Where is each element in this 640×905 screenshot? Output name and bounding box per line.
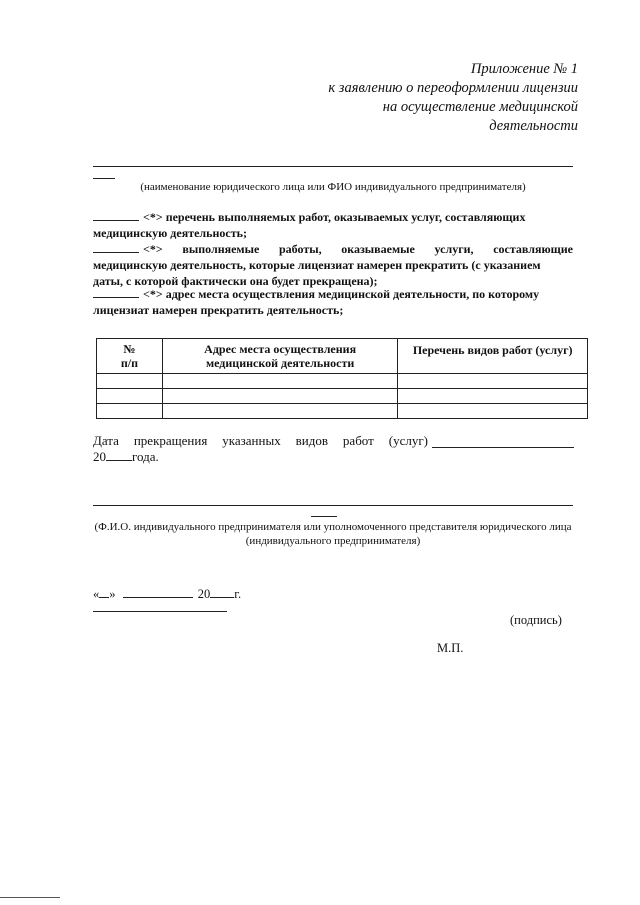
item-2-text-3: даты, с которой фактически она будет прекращена);: [93, 274, 378, 288]
appendix-title: Приложение № 1: [470, 61, 578, 77]
termination-word: видов: [295, 433, 328, 448]
table-header-row: [97, 339, 588, 374]
date-open-quote: «: [93, 587, 100, 601]
applicant-short-line: [93, 178, 115, 179]
termination-year: [93, 449, 159, 465]
item-2-blank[interactable]: [93, 241, 139, 253]
table-cell[interactable]: [162, 389, 398, 404]
item-3-text-1: адрес места осуществления медицинской деятельности, по которому: [165, 287, 540, 301]
termination-word: (услуг): [388, 433, 428, 448]
termination-word: работ: [342, 433, 374, 448]
termination-year-blank[interactable]: [106, 449, 132, 461]
header-number-line-2: п/п: [120, 356, 138, 370]
table-cell[interactable]: [398, 374, 588, 389]
item-1: [93, 209, 573, 241]
activity-table: [96, 338, 588, 419]
signatory-caption-line-2: (индивидуального предпринимателя): [245, 535, 421, 547]
termination-word: прекращения: [133, 433, 208, 448]
item-1-marker: <*>: [143, 210, 163, 224]
date-close-quote: »: [109, 587, 116, 601]
table-cell[interactable]: [97, 374, 163, 389]
item-3-text-2: лицензиат намерен прекратить деятельность;: [93, 303, 344, 317]
table-cell[interactable]: [97, 404, 163, 419]
seal-label: М.П.: [437, 641, 464, 655]
termination-date-line[interactable]: [432, 447, 574, 448]
appendix-line-2: к заявлению о переоформлении лицензии: [328, 80, 578, 96]
signature-line[interactable]: [93, 611, 227, 612]
item-1-text-1: перечень выполняемых работ, оказываемых услуг, составляющих: [165, 210, 526, 224]
applicant-name-line[interactable]: [93, 166, 573, 167]
item-1-blank[interactable]: [93, 209, 139, 221]
header-number-line-1: №: [123, 342, 136, 356]
item-3-marker: <*>: [143, 287, 163, 301]
date-year-prefix: 20: [197, 587, 211, 601]
table-row: [97, 404, 588, 419]
signatory-caption-line-1: (Ф.И.О. индивидуального предпринимателя или уполномоченного представителя юридического лица: [94, 521, 572, 533]
termination-year-prefix: 20: [93, 449, 106, 464]
signatory-name-line[interactable]: [93, 505, 573, 506]
header-number: [97, 339, 163, 374]
header-address-line-1: Адрес места осуществления: [204, 342, 357, 356]
item-3: [93, 286, 573, 318]
termination-label: [93, 433, 428, 449]
item-3-blank[interactable]: [93, 286, 139, 298]
termination-word: Дата: [93, 433, 119, 448]
appendix-line-4: деятельности: [489, 118, 578, 134]
table-row: [97, 389, 588, 404]
header-services: Перечень видов работ (услуг): [398, 339, 588, 374]
signing-date: [93, 586, 241, 602]
appendix-line-3: на осуществление медицинской: [382, 99, 578, 115]
table-cell[interactable]: [398, 404, 588, 419]
item-2-text-1: выполняемые работы, оказываемые услуги, составляющие: [182, 242, 574, 256]
table-cell[interactable]: [162, 374, 398, 389]
item-1-text-2: медицинскую деятельность;: [93, 226, 247, 240]
header-address: [162, 339, 398, 374]
table-cell[interactable]: [398, 389, 588, 404]
date-year-blank[interactable]: [210, 586, 234, 598]
appendix-header: [258, 60, 578, 136]
table-row: [97, 374, 588, 389]
page-edge-line: [0, 897, 60, 898]
header-address-line-2: медицинской деятельности: [205, 356, 355, 370]
item-2-marker: <*>: [143, 242, 163, 256]
signature-label: (подпись): [510, 613, 562, 627]
table-cell[interactable]: [97, 389, 163, 404]
signatory-caption: [75, 520, 591, 548]
applicant-caption: (наименование юридического лица или ФИО индивидуального предпринимателя): [140, 181, 526, 193]
termination-year-suffix: года.: [132, 449, 159, 464]
termination-word: указанных: [222, 433, 281, 448]
item-2: [93, 241, 573, 289]
date-month-blank[interactable]: [123, 586, 193, 598]
item-2-text-2: медицинскую деятельность, которые лицензиат намерен прекратить (с указанием: [93, 258, 541, 272]
signatory-short-line: [311, 516, 337, 517]
date-year-suffix: г.: [234, 587, 242, 601]
date-day-blank[interactable]: [99, 586, 109, 598]
table-cell[interactable]: [162, 404, 398, 419]
